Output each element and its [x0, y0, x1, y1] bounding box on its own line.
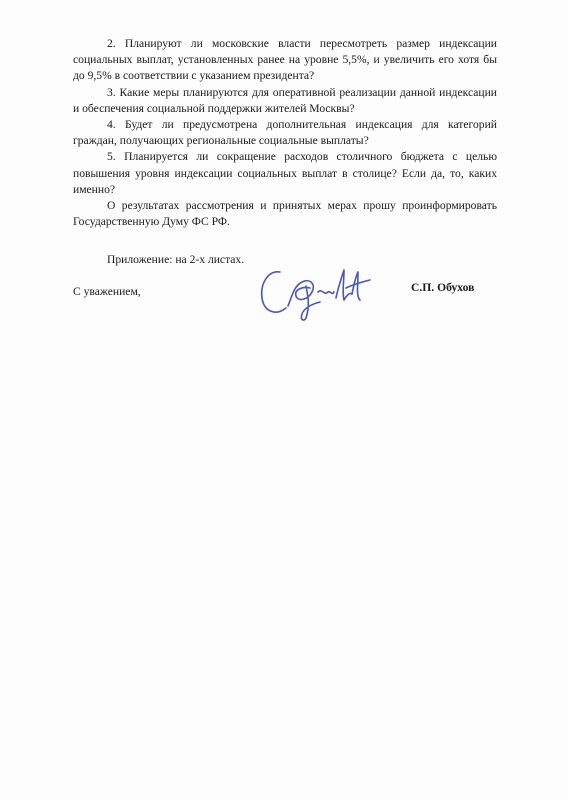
signer-name: С.П. Обухов: [411, 281, 475, 294]
handwritten-signature: [258, 262, 376, 324]
attachment-note: Приложение: на 2-х листах.: [107, 253, 245, 266]
paragraph-question-3: 3. Какие меры планируются для оперативной реализации данной индексации и обеспечения социальной поддержки жителей Москвы?: [73, 85, 497, 115]
paragraph-request: О результатах рассмотрения и принятых мерах прошу проинформировать Государственную Думу ФС РФ.: [73, 199, 497, 229]
paragraph-question-2: 2. Планируют ли московские власти пересмотреть размер индексации социальных выплат, установленных ранее на уровне 5,5%, и увеличить его хотя бы до 9,5% в соответствии с указанием президента?: [73, 37, 497, 83]
paragraph-question-5: 5. Планируется ли сокращение расходов столичного бюджета с целью повышения уровня индексации социальных выплат в столице? Если да, то, каких именно?: [73, 150, 497, 196]
paragraph-question-4: 4. Будет ли предусмотрена дополнительная индексация для категорий граждан, получающих региональные социальные выплаты?: [73, 118, 497, 148]
closing-phrase: С уважением,: [73, 285, 141, 298]
letter-body: [73, 36, 497, 230]
